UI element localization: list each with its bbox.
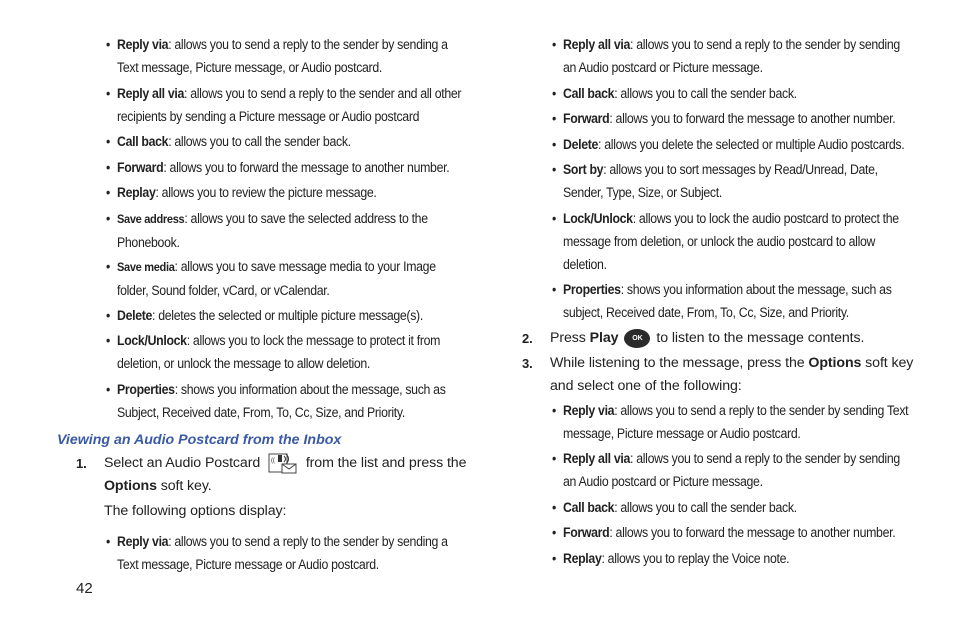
list-item: • Lock/Unlock: allows you to lock the audio postcard to protect the message from deletion, or unlock the audio postcard to allow deletion. [551, 211, 899, 272]
page-number: 42 [76, 580, 93, 597]
list-item: • Forward: allows you to forward the message to another number. [551, 525, 896, 540]
list-item: • Sort by: allows you to sort messages by Read/Unread, Date, Sender, Type, Size, or Subject. [551, 162, 878, 200]
list-item: • Lock/Unlock: allows you to lock the message to protect it from deletion, or unlock the message to allow deletion. [105, 333, 441, 371]
list-item: • Replay: allows you to review the picture message. [105, 185, 377, 200]
list-item: • Delete: deletes the selected or multiple picture message(s). [105, 308, 423, 323]
list-item: • Properties: shows you information about the message, such as Subject, Received date, From, To, Cc, Size, and Priority. [105, 382, 446, 420]
audio-postcard-icon [268, 452, 298, 474]
list-item: • Replay: allows you to replay the Voice note. [551, 551, 790, 566]
list-item: • Properties: shows you information about the message, such as subject, Received date, From, To, Cc, Size, and Priority. [551, 282, 892, 320]
ok-key-icon: OK [624, 329, 650, 348]
list-item: • Reply via: allows you to send a reply to the sender by sending a Text message, Picture message, or Audio postcard. [105, 37, 448, 75]
list-item: • Forward: allows you to forward the message to another number. [105, 160, 450, 175]
list-item: • Save media: allows you to save message media to your Image folder, Sound folder, vCard, or vCalendar. [105, 259, 436, 298]
list-item: • Save address: allows you to save the selected address to the Phonebook. [105, 211, 428, 250]
step-2: 2. Press Play OK to listen to the message contents. [522, 330, 865, 346]
step-3: 3. While listening to the message, press the Options soft key and select one of the following: [522, 355, 914, 394]
list-item: • Call back: allows you to call the sender back. [551, 86, 797, 101]
list-item: • Reply via: allows you to send a reply to the sender by sending Text message, Picture message or Audio postcard. [551, 403, 909, 441]
step-1: 1. Select an Audio Postcard (( from the list and press the Options soft key. [104, 452, 474, 498]
list-item: • Forward: allows you to forward the message to another number. [551, 111, 896, 126]
list-item: • Call back: allows you to call the sender back. [551, 500, 797, 515]
list-item: • Reply via: allows you to send a reply to the sender by sending a Text message, Picture message or Audio postcard. [105, 534, 448, 572]
svg-text:((: (( [270, 458, 275, 465]
list-item: • Call back: allows you to call the sender back. [105, 134, 351, 149]
list-item: • Reply all via: allows you to send a reply to the sender and all other recipients by sending a Picture message or Audio postcard [105, 86, 462, 124]
list-item: • Reply all via: allows you to send a reply to the sender by sending an Audio postcard or Picture message. [551, 451, 900, 489]
section-heading: Viewing an Audio Postcard from the Inbox [57, 432, 342, 448]
list-item: • Reply all via: allows you to send a reply to the sender by sending an Audio postcard or Picture message. [551, 37, 900, 75]
list-item: • Delete: allows you delete the selected or multiple Audio postcards. [551, 137, 905, 152]
step-1-follow: The following options display: [104, 503, 287, 519]
